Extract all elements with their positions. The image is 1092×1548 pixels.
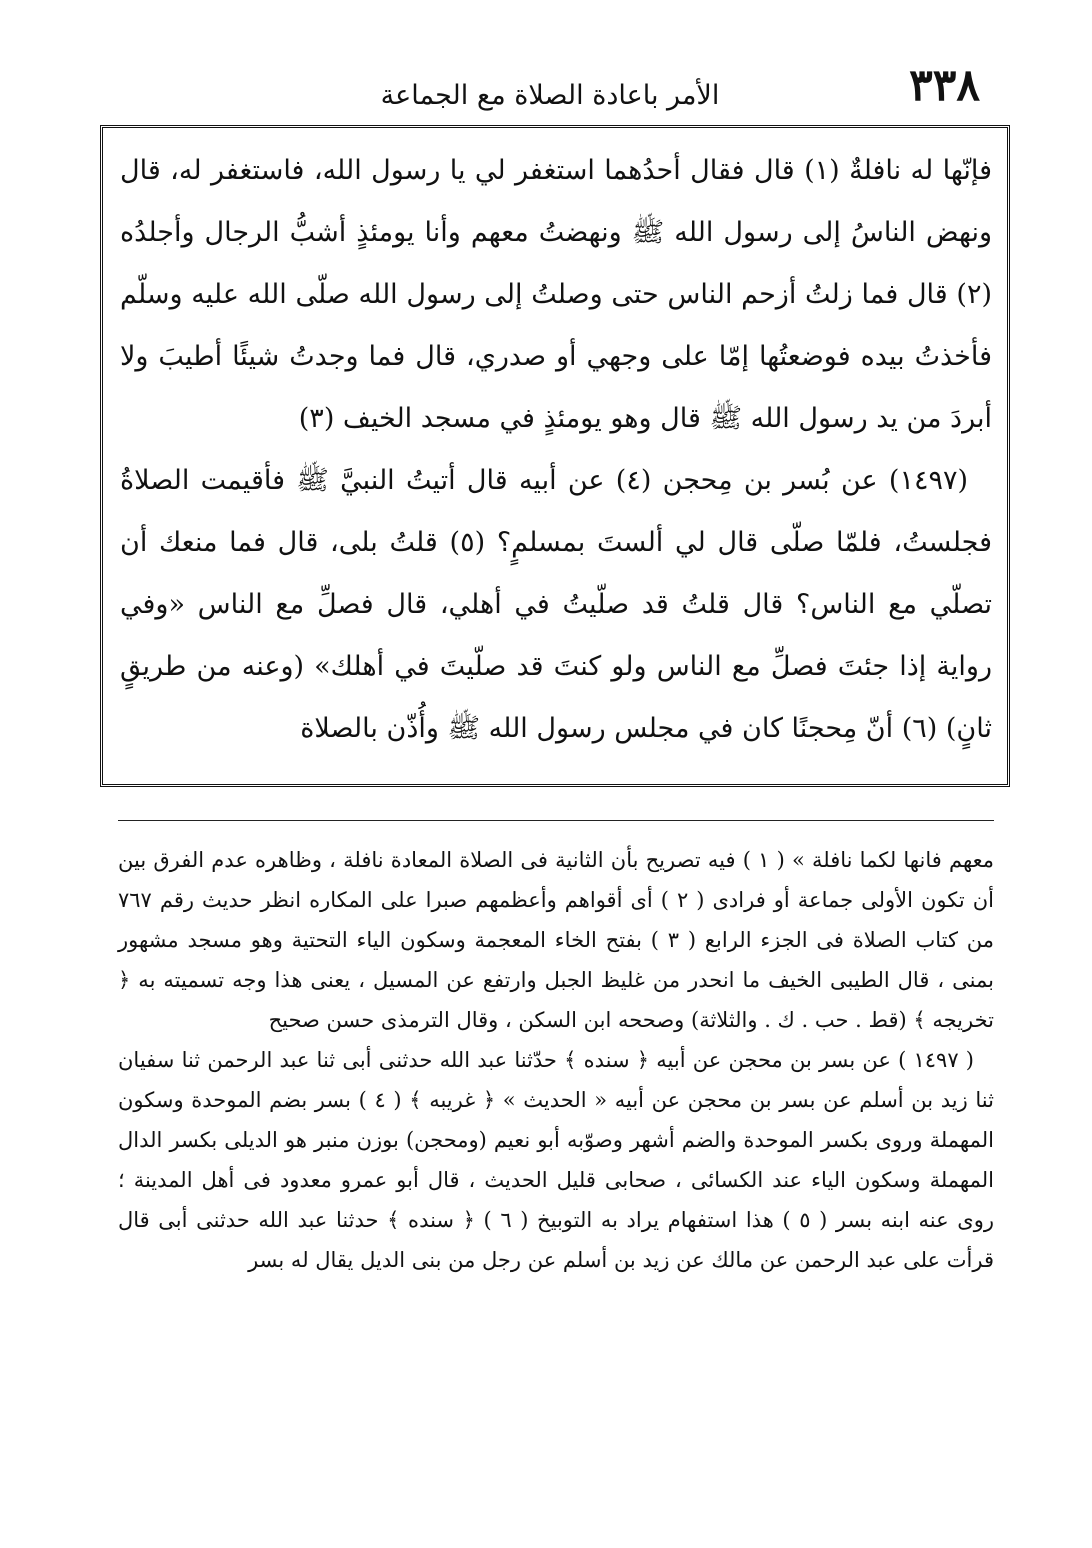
running-title: الأمر باعادة الصلاة مع الجماعة: [380, 80, 720, 111]
main-paragraph-2: (١٤٩٧) عن بُسر بن مِحجن (٤) عن أبيه قال أتيتُ النبيَّ ﷺ فأقيمت الصلاةُ فجلستُ، فلمّا صلّى قال لي ألستَ بمسلمٍ؟ (٥) قلتُ بلى، قال فما منعك أن تصلّي مع الناس؟ قال قلتُ قد صلّيتُ في أهلي، قال فصلِّ مع الناس «وفي رواية إذا جئتَ فصلِّ مع الناس ولو كنتَ قد صلّيتَ في أهلك» (وعنه من طريقٍ ثانٍ) (٦) أنّ مِحجنًا كان في مجلس رسول الله ﷺ وأُذّن بالصلاة: [120, 465, 992, 744]
page-number: ٣٣٨: [909, 60, 980, 111]
main-paragraph-1: فإنّها له نافلةٌ (١) قال فقال أحدُهما استغفر لي يا رسول الله، فاستغفر له، قال ونهض الناسُ إلى رسول الله ﷺ ونهضتُ معهم وأنا يومئذٍ أشبُّ الرجال وأجلدُه (٢) قال فما زلتُ أزحم الناس حتى وصلتُ إلى رسول الله صلّى الله عليه وسلّم فأخذتُ بيده فوضعتُها إمّا على وجهي أو صدري، قال فما وجدتُ شيئًا أطيبَ ولا أبردَ من يد رسول الله ﷺ قال وهو يومئذٍ في مسجد الخيف (٣): [120, 155, 992, 434]
footnote-separator: [118, 820, 994, 821]
footnotes: [118, 840, 994, 1440]
page-header: [120, 60, 980, 120]
footnote-paragraph-1: معهم فانها لكما نافلة » ( ١ ) فيه تصريح بأن الثانية فى الصلاة المعادة نافلة ، وظاهره عدم الفرق بين أن تكون الأولى جماعة أو فرادى ( ٢ ) أى أقواهم وأعظمهم صبرا على المكاره انظر حديث رقم ٧٦٧ من كتاب الصلاة فى الجزء الرابع ( ٣ ) بفتح الخاء المعجمة وسكون الياء التحتية وهو مسجد مشهور بمنى ، قال الطيبى الخيف ما انحدر من غليظ الجبل وارتفع عن المسيل ، يعنى هذا وجه تسميته به ﴿ تخريجه ﴾ (قط . حب . ك . والثلاثة) وصححه ابن السكن ، وقال الترمذى حسن صحيح: [118, 848, 995, 1032]
footnote-paragraph-2: ( ١٤٩٧ ) عن بسر بن محجن عن أبيه ﴿ سنده ﴾ حدّثنا عبد الله حدثنى أبى ثنا عبد الرحمن ثنا سفيان ثنا زيد بن أسلم عن بسر بن محجن عن أبيه « الحديث » ﴿ غريبه ﴾ ( ٤ ) بسر بضم الموحدة وسكون المهملة وروى بكسر الموحدة والضم أشهر وصوّبه أبو نعيم (ومحجن) بوزن منبر هو الديلى بكسر الدال المهملة وسكون الياء عند الكسائى ، صحابى قليل الحديث ، قال أبو عمرو معدود فى أهل المدينة ؛ روى عنه ابنه بسر ( ٥ ) هذا استفهام يراد به التوبيخ ( ٦ ) ﴿ سنده ﴾ حدثنا عبد الله حدثنى أبى قال قرأت على عبد الرحمن عن مالك عن زيد بن أسلم عن رجل من بنى الديل يقال له بسر: [118, 1048, 994, 1272]
main-text: [120, 140, 992, 765]
